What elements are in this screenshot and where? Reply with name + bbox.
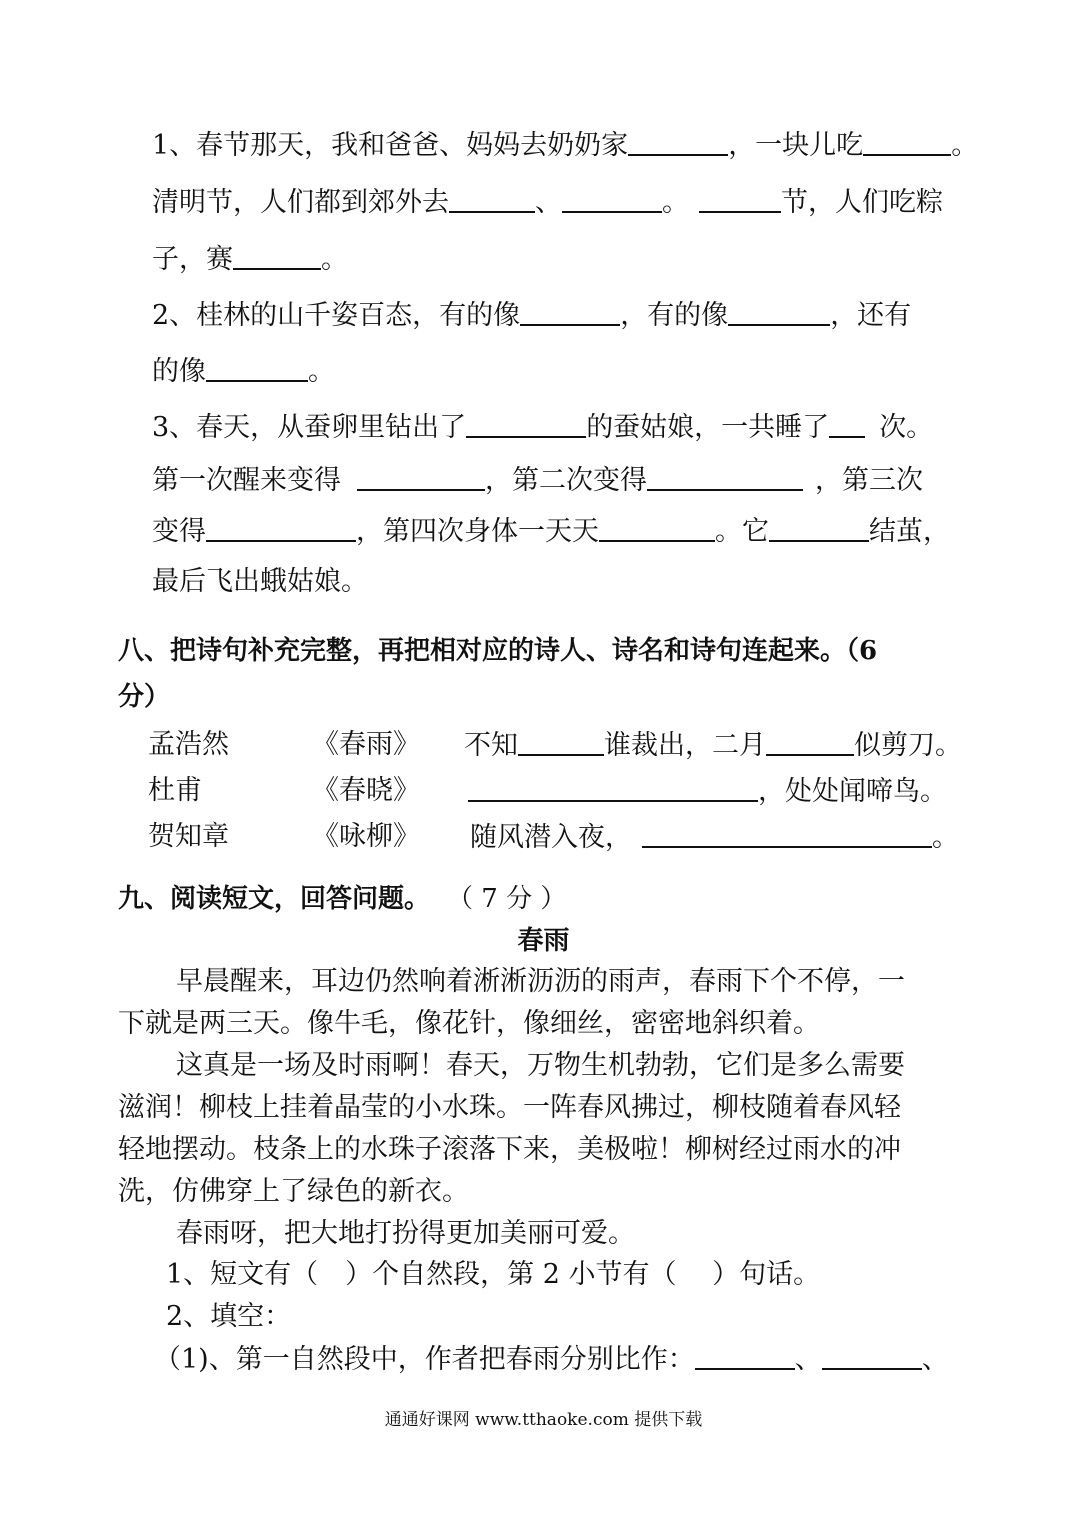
q1-text-5: 、 xyxy=(535,187,562,218)
q1-text-9: 。 xyxy=(321,244,348,275)
blank[interactable] xyxy=(206,514,356,542)
blank[interactable] xyxy=(518,728,604,756)
blank[interactable] xyxy=(863,128,951,156)
q2-text-2: ，有的像 xyxy=(620,300,729,331)
blank[interactable] xyxy=(449,185,535,213)
q1-text-4: 清明节，人们都到郊外去 xyxy=(152,187,449,218)
poem-3[interactable]: 《咏柳》 xyxy=(312,821,420,852)
q2-line-1 xyxy=(152,298,911,333)
q2-text-1: 2、桂林的山千姿百态，有的像 xyxy=(152,300,521,331)
q2-1-text-a: （1)、第一自然段中，作者把春雨分别比作： xyxy=(154,1344,695,1375)
q1-text-8: 子，赛 xyxy=(152,244,233,275)
blank[interactable] xyxy=(728,298,830,326)
blank[interactable] xyxy=(628,128,728,156)
q3-text-2: 的蚕姑娘，一共睡了 xyxy=(586,412,830,443)
verse-3[interactable] xyxy=(470,820,959,855)
poem-1[interactable]: 《春雨》 xyxy=(312,729,420,760)
para1-line-1: 早晨醒来，耳边仍然响着淅淅沥沥的雨声，春雨下个不停，一 xyxy=(176,966,905,997)
q3-text-8: ，第四次身体一天天 xyxy=(356,516,599,547)
para3-line: 春雨呀，把大地打扮得更加美丽可爱。 xyxy=(176,1218,635,1249)
poet-3[interactable]: 贺知章 xyxy=(148,821,229,852)
verse-1[interactable] xyxy=(464,728,962,763)
section9-title-text: 九、阅读短文，回答问题。 xyxy=(118,884,431,914)
q1-line-1 xyxy=(152,128,978,163)
verse-3-text-b: 。 xyxy=(932,822,959,853)
q2-text-5: 。 xyxy=(308,356,335,387)
q1-text-1: 1、春节那天，我和爸爸、妈妈去奶奶家 xyxy=(152,130,629,161)
q1-text-3: 。 xyxy=(951,130,979,161)
q1-line-2 xyxy=(152,185,943,220)
footer-credit: 通通好课网 www.tthaoke.com 提供下载 xyxy=(384,1410,703,1430)
q1-text-7: 节，人们吃粽 xyxy=(781,187,943,218)
q3-text-5: ，第二次变得 xyxy=(485,465,647,496)
q3-text-4: 第一次醒来变得 xyxy=(152,465,341,496)
poem-2[interactable]: 《春晓》 xyxy=(312,775,420,806)
blank[interactable] xyxy=(466,410,586,438)
q1-text-2: ，一块儿吃 xyxy=(728,130,864,161)
q3-text-9: 。它 xyxy=(715,516,769,547)
section8-title-line-1: 八、把诗句补充完整，再把相对应的诗人、诗名和诗句连起来。（6 xyxy=(118,636,878,666)
blank[interactable] xyxy=(822,1342,922,1370)
section8-title-line-2: 分） xyxy=(118,682,171,712)
q3-text-11: 最后飞出蛾姑娘。 xyxy=(152,566,368,597)
q3-line-1 xyxy=(152,410,933,445)
blank[interactable] xyxy=(695,1342,795,1370)
q2-line-2 xyxy=(152,354,335,389)
section9-title xyxy=(118,882,566,916)
q3-text-10: 结茧， xyxy=(869,516,950,547)
verse-1-text-a: 不知 xyxy=(464,730,518,761)
q3-text-7: 变得 xyxy=(152,516,206,547)
blank[interactable] xyxy=(766,728,854,756)
q3-text-6: ，第三次 xyxy=(815,465,923,496)
q3-text-1: 3、春天，从蚕卵里钻出了 xyxy=(152,412,467,443)
blank[interactable] xyxy=(562,185,662,213)
verse-1-text-c: 似剪刀。 xyxy=(854,730,962,761)
q2-text-3: ，还有 xyxy=(830,300,912,331)
para2-line-4: 洗，仿佛穿上了绿色的新衣。 xyxy=(118,1176,469,1207)
section9-q2: 2、填空： xyxy=(166,1301,292,1332)
blank[interactable] xyxy=(468,774,758,802)
q3-line-3 xyxy=(152,514,950,549)
para2-line-2: 滋润！柳枝上挂着晶莹的小水珠。一阵春风拂过，柳枝随着春风轻 xyxy=(118,1092,901,1123)
blank[interactable] xyxy=(206,354,308,382)
blank[interactable] xyxy=(520,298,620,326)
section9-q2-1 xyxy=(154,1342,949,1377)
section9-score: （ 7 分 ） xyxy=(460,884,567,914)
verse-2[interactable] xyxy=(468,774,947,809)
para2-line-3: 轻地摆动。枝条上的水珠子滚落下来，美极啦！柳树经过雨水的冲 xyxy=(118,1134,901,1165)
q1-line-3 xyxy=(152,242,348,277)
blank[interactable] xyxy=(647,463,803,491)
q3-line-2 xyxy=(152,463,923,498)
verse-2-text-b: ，处处闻啼鸟。 xyxy=(758,776,947,807)
para1-line-2: 下就是两三天。像牛毛，像花针，像细丝，密密地斜织着。 xyxy=(118,1008,820,1039)
blank[interactable] xyxy=(233,242,321,270)
q3-text-3: 次。 xyxy=(879,412,934,443)
poet-1[interactable]: 孟浩然 xyxy=(148,729,229,760)
blank[interactable] xyxy=(357,463,485,491)
section9-q1: 1、短文有（ ）个自然段，第 2 小节有（ ）句话。 xyxy=(166,1259,821,1290)
blank[interactable] xyxy=(642,820,932,848)
q3-line-4 xyxy=(152,565,368,599)
blank[interactable] xyxy=(829,410,865,438)
q1-text-6: 。 xyxy=(662,187,689,218)
q2-1-text-c: 、 xyxy=(921,1344,949,1375)
blank[interactable] xyxy=(699,185,781,213)
q2-1-text-b: 、 xyxy=(794,1344,822,1375)
story-title: 春雨 xyxy=(517,926,570,956)
blank[interactable] xyxy=(599,514,715,542)
poet-2[interactable]: 杜甫 xyxy=(148,775,202,806)
verse-3-text-a: 随风潜入夜， xyxy=(470,822,632,853)
q2-text-4: 的像 xyxy=(152,356,206,387)
verse-1-text-b: 谁裁出，二月 xyxy=(604,730,766,761)
para2-line-1: 这真是一场及时雨啊！春天，万物生机勃勃，它们是多么需要 xyxy=(176,1050,905,1081)
blank[interactable] xyxy=(769,514,869,542)
